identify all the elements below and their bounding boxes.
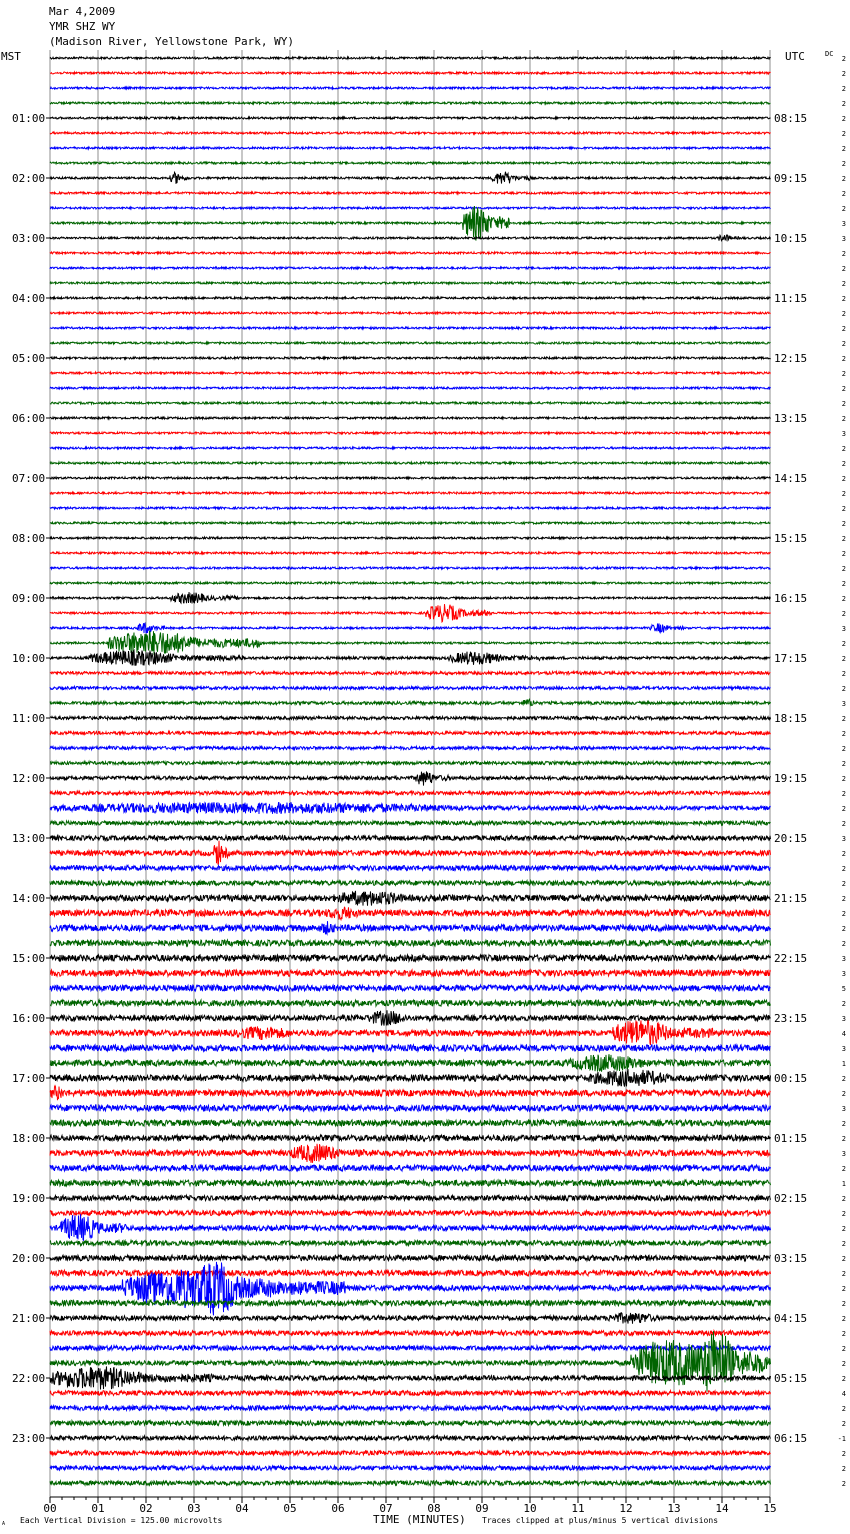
x-tick-label: 04 <box>235 1502 249 1515</box>
right-hour-label: 01:15 <box>774 1132 808 1145</box>
trace-line <box>50 623 771 633</box>
trace-line <box>50 985 771 991</box>
dc-offset-label: 2 <box>841 1195 846 1203</box>
left-hour-label: 16:00 <box>12 1012 46 1025</box>
right-hour-label: 23:15 <box>774 1012 808 1025</box>
trace-line <box>50 1120 771 1126</box>
dc-offset-label: 2 <box>841 1405 846 1413</box>
trace-line <box>50 132 771 134</box>
dc-offset-label: 2 <box>841 865 846 873</box>
x-tick-label: 15 <box>763 1502 777 1515</box>
dc-offset-label: 2 <box>841 805 846 813</box>
right-hour-label: 09:15 <box>774 172 808 185</box>
trace-line <box>50 267 771 269</box>
trace-line <box>50 1481 771 1485</box>
dc-offset-label: 3 <box>841 625 846 633</box>
trace-line <box>50 1165 771 1171</box>
trace-line <box>50 1331 771 1392</box>
trace-line <box>50 327 771 329</box>
right-hour-label: 19:15 <box>774 772 808 785</box>
trace-line <box>50 192 771 194</box>
trace-line <box>50 604 771 622</box>
left-hour-label: 12:00 <box>12 772 46 785</box>
x-tick-label: 07 <box>379 1502 393 1515</box>
left-hour-label: 11:00 <box>12 712 46 725</box>
dc-offset-label: 2 <box>841 1465 846 1473</box>
left-hour-label: 09:00 <box>12 592 46 605</box>
corner-mark: A <box>2 1521 6 1527</box>
trace-line <box>50 940 771 946</box>
dc-offset-label: 3 <box>841 970 846 978</box>
trace-line <box>50 432 771 434</box>
left-hour-label: 03:00 <box>12 232 46 245</box>
dc-offset-label: 2 <box>841 1315 846 1323</box>
trace-line <box>50 537 771 539</box>
trace-line <box>50 297 771 299</box>
trace-line <box>50 1195 771 1200</box>
trace-line <box>50 1045 771 1051</box>
dc-offset-label: 2 <box>841 1285 846 1293</box>
dc-offset-label: 2 <box>841 580 846 588</box>
left-hour-label: 04:00 <box>12 292 46 305</box>
trace-line <box>50 282 771 284</box>
right-hour-label: 10:15 <box>774 232 808 245</box>
dc-offset-label: 2 <box>841 1225 846 1233</box>
dc-offset-label: 2 <box>841 595 846 603</box>
dc-offset-label: 3 <box>841 1105 846 1113</box>
trace-line <box>50 1240 771 1245</box>
left-hour-label: 15:00 <box>12 952 46 965</box>
right-hour-label: 14:15 <box>774 472 808 485</box>
x-tick-label: 03 <box>187 1502 201 1515</box>
left-hour-label: 22:00 <box>12 1372 46 1385</box>
left-hour-label: 18:00 <box>12 1132 46 1145</box>
dc-offset-label: 5 <box>841 985 846 993</box>
dc-offset-label: 2 <box>841 685 846 693</box>
dc-offset-label: 2 <box>841 1000 846 1008</box>
dc-offset-label: 2 <box>841 490 846 498</box>
left-hour-label: 20:00 <box>12 1252 46 1265</box>
trace-line <box>50 417 771 419</box>
left-hour-label: 23:00 <box>12 1432 46 1445</box>
trace-line <box>50 1180 771 1186</box>
trace-line <box>50 102 771 104</box>
trace-line <box>50 881 771 886</box>
dc-offset-label: 2 <box>841 925 846 933</box>
dc-offset-label: 2 <box>841 1210 846 1218</box>
trace-line <box>50 447 771 449</box>
dc-offset-label: 2 <box>841 280 846 288</box>
dc-offset-label: 3 <box>841 1150 846 1158</box>
dc-offset-label: 2 <box>841 55 846 63</box>
trace-line <box>50 1000 771 1006</box>
header-station: YMR SHZ WY <box>49 20 116 33</box>
right-hour-label: 18:15 <box>774 712 808 725</box>
dc-offset-label: 2 <box>841 715 846 723</box>
trace-line <box>50 72 771 74</box>
dc-offset-label: 2 <box>841 340 846 348</box>
right-hour-label: 08:15 <box>774 112 808 125</box>
right-hour-label: 02:15 <box>774 1192 808 1205</box>
trace-line <box>50 746 771 749</box>
left-hour-label: 08:00 <box>12 532 46 545</box>
x-axis-label: TIME (MINUTES) <box>373 1513 466 1526</box>
trace-line <box>50 507 771 509</box>
right-hour-label: 06:15 <box>774 1432 808 1445</box>
trace-line <box>50 841 771 865</box>
dc-offset-label: 2 <box>841 445 846 453</box>
trace-line <box>50 235 771 241</box>
dc-offset-label: 2 <box>841 1240 846 1248</box>
dc-offset-label: 4 <box>841 1390 846 1398</box>
trace-line <box>50 970 771 976</box>
dc-offset-label: 2 <box>841 145 846 153</box>
dc-offset-label: 2 <box>841 610 846 618</box>
dc-offset-label: 2 <box>841 310 846 318</box>
left-zone-label: MST <box>1 50 21 63</box>
right-hour-label: 03:15 <box>774 1252 808 1265</box>
right-hour-label: 20:15 <box>774 832 808 845</box>
right-hour-label: 00:15 <box>774 1072 808 1085</box>
x-tick-label: 12 <box>619 1502 633 1515</box>
dc-offset-label: 2 <box>841 100 846 108</box>
dc-offset-label: 2 <box>841 1420 846 1428</box>
x-tick-label: 06 <box>331 1502 345 1515</box>
left-hour-label: 06:00 <box>12 412 46 425</box>
right-hour-label: 05:15 <box>774 1372 808 1385</box>
dc-offset-label: 2 <box>841 1330 846 1338</box>
dc-offset-label: 2 <box>841 1135 846 1143</box>
dc-offset-label: 2 <box>841 910 846 918</box>
trace-line <box>50 312 771 314</box>
trace-line <box>50 522 771 524</box>
dc-offset-label: 2 <box>841 160 846 168</box>
dc-offset-label: 2 <box>841 415 846 423</box>
dc-offset-label: 2 <box>841 850 846 858</box>
dc-offset-label: 2 <box>841 1075 846 1083</box>
right-hour-label: 13:15 <box>774 412 808 425</box>
dc-offset-label: 2 <box>841 1480 846 1488</box>
x-tick-label: 05 <box>283 1502 297 1515</box>
dc-label: DC <box>825 50 834 58</box>
x-tick-label: 02 <box>139 1502 153 1515</box>
dc-offset-label: 2 <box>841 670 846 678</box>
dc-offset-label: 2 <box>841 175 846 183</box>
dc-offset-label: 2 <box>841 85 846 93</box>
left-hour-label: 10:00 <box>12 652 46 665</box>
right-zone-label: UTC <box>785 50 805 63</box>
trace-line <box>50 1144 771 1163</box>
trace-line <box>50 462 771 464</box>
dc-offset-label: 2 <box>841 205 846 213</box>
dc-offset-label: 1 <box>841 1060 846 1068</box>
trace-line <box>50 552 771 554</box>
dc-offset-label: 2 <box>841 655 846 663</box>
dc-offset-label: 2 <box>841 820 846 828</box>
right-hour-label: 04:15 <box>774 1312 808 1325</box>
dc-offset-label: 2 <box>841 730 846 738</box>
dc-offset-label: 2 <box>841 880 846 888</box>
dc-offset-label: 2 <box>841 1450 846 1458</box>
trace-line <box>50 802 771 814</box>
dc-offset-label: 2 <box>841 940 846 948</box>
trace-line <box>50 921 771 934</box>
left-hour-labels <box>12 112 50 1445</box>
trace-line <box>50 582 771 584</box>
dc-offset-label: 2 <box>841 1165 846 1173</box>
trace-line <box>50 955 771 961</box>
trace-line <box>50 1391 771 1396</box>
trace-line <box>50 891 771 906</box>
dc-offset-label: 2 <box>841 1300 846 1308</box>
trace-line <box>50 1331 771 1336</box>
trace-line <box>50 1255 771 1261</box>
dc-offset-label: 2 <box>841 1375 846 1383</box>
trace-line <box>50 1069 771 1086</box>
trace-line <box>50 1346 771 1351</box>
right-hour-label: 21:15 <box>774 892 808 905</box>
trace-line <box>50 836 771 841</box>
trace-line <box>50 1421 771 1426</box>
trace-line <box>50 907 771 920</box>
trace-line <box>50 1214 771 1240</box>
trace-line <box>50 791 771 795</box>
dc-offset-label: 3 <box>841 955 846 963</box>
left-hour-label: 19:00 <box>12 1192 46 1205</box>
left-hour-label: 05:00 <box>12 352 46 365</box>
trace-line <box>50 172 771 184</box>
trace-line <box>50 1020 771 1045</box>
trace-line <box>50 87 771 89</box>
trace-line <box>50 699 771 705</box>
dc-offset-label: 3 <box>841 700 846 708</box>
x-tick-label: 00 <box>43 1502 57 1515</box>
dc-offset-label: 2 <box>841 265 846 273</box>
dc-offset-label: 2 <box>841 1360 846 1368</box>
right-hour-labels <box>774 112 807 1445</box>
trace-line <box>50 117 771 119</box>
dc-offset-label: 2 <box>841 1270 846 1278</box>
dc-offset-label: 2 <box>841 640 846 648</box>
trace-line <box>50 372 771 374</box>
trace-line <box>50 492 771 494</box>
trace-line <box>50 716 771 719</box>
left-hour-label: 02:00 <box>12 172 46 185</box>
trace-line <box>50 865 771 870</box>
right-hour-label: 15:15 <box>774 532 808 545</box>
trace-line <box>50 1210 771 1215</box>
left-hour-label: 14:00 <box>12 892 46 905</box>
dc-offset-label: 2 <box>841 520 846 528</box>
right-hour-label: 11:15 <box>774 292 808 305</box>
dc-offset-label: 3 <box>841 220 846 228</box>
trace-line <box>50 252 771 254</box>
dc-offset-label: 2 <box>841 130 846 138</box>
dc-offset-label: 2 <box>841 475 846 483</box>
trace-line <box>50 1262 771 1316</box>
trace-line <box>50 771 771 785</box>
dc-offset-label: 2 <box>841 745 846 753</box>
dc-offset-label: 2 <box>841 355 846 363</box>
trace-line <box>50 1313 771 1324</box>
x-tick-label: 08 <box>427 1502 441 1515</box>
trace-line <box>50 147 771 149</box>
dc-offset-label: 2 <box>841 1090 846 1098</box>
trace-line <box>50 387 771 389</box>
dc-offset-label: 2 <box>841 460 846 468</box>
dc-offset-label: 3 <box>841 430 846 438</box>
dc-offset-label: 2 <box>841 775 846 783</box>
x-tick-label: 09 <box>475 1502 489 1515</box>
trace-line <box>50 342 771 344</box>
trace-line <box>50 206 771 241</box>
trace-line <box>50 402 771 404</box>
trace-line <box>50 631 771 655</box>
dc-offset-label: 2 <box>841 115 846 123</box>
dc-offset-label: 2 <box>841 295 846 303</box>
trace-line <box>50 1105 771 1111</box>
dc-offset-label: 3 <box>841 835 846 843</box>
dc-offset-label: 2 <box>841 400 846 408</box>
trace-line <box>50 592 771 603</box>
right-hour-label: 12:15 <box>774 352 808 365</box>
dc-offset-label: 2 <box>841 535 846 543</box>
trace-line <box>50 651 771 666</box>
right-hour-label: 16:15 <box>774 592 808 605</box>
trace-line <box>50 357 771 359</box>
trace-line <box>50 1466 771 1470</box>
x-tick-label: 10 <box>523 1502 537 1515</box>
x-tick-label: 01 <box>91 1502 105 1515</box>
trace-line <box>50 1436 771 1440</box>
dc-offset-label: 2 <box>841 760 846 768</box>
dc-offset-label: 2 <box>841 1120 846 1128</box>
trace-line <box>50 57 771 59</box>
trace-line <box>50 1135 771 1141</box>
left-hour-label: 17:00 <box>12 1072 46 1085</box>
dc-offset-label: 2 <box>841 1345 846 1353</box>
dc-offset-label: 2 <box>841 550 846 558</box>
trace-line <box>50 477 771 479</box>
dc-offset-label: 2 <box>841 70 846 78</box>
dc-offset-label: 2 <box>841 895 846 903</box>
left-hour-label: 13:00 <box>12 832 46 845</box>
left-hour-label: 07:00 <box>12 472 46 485</box>
x-tick-label: 13 <box>667 1502 681 1515</box>
dc-offset-label: 2 <box>841 325 846 333</box>
x-tick-label: 11 <box>571 1502 585 1515</box>
dc-offset-label: 4 <box>841 1030 846 1038</box>
dc-offset-label: -1 <box>837 1435 846 1443</box>
dc-offset-label: 3 <box>841 1045 846 1053</box>
trace-group <box>50 57 771 1485</box>
left-hour-label: 21:00 <box>12 1312 46 1325</box>
dc-offset-label: 1 <box>841 1180 846 1188</box>
trace-line <box>50 1406 771 1411</box>
trace-line <box>50 207 771 209</box>
trace-line <box>50 1054 771 1072</box>
trace-line <box>50 821 771 825</box>
trace-line <box>50 687 771 690</box>
dc-offset-label: 2 <box>841 385 846 393</box>
header-location: (Madison River, Yellowstone Park, WY) <box>49 35 295 48</box>
trace-line <box>50 162 771 164</box>
header-date: Mar 4,2009 <box>49 5 116 18</box>
dc-offset-label: 2 <box>841 250 846 258</box>
left-hour-label: 01:00 <box>12 112 46 125</box>
dc-offset-label: 2 <box>841 565 846 573</box>
dc-offset-label: 2 <box>841 1255 846 1263</box>
vertical-division-note: Each Vertical Division = 125.00 microvolts <box>20 1516 223 1525</box>
dc-offset-label: 2 <box>841 370 846 378</box>
dc-offset-label: 2 <box>841 790 846 798</box>
trace-line <box>50 672 771 675</box>
dc-offset-labels <box>838 55 846 1488</box>
dc-offset-label: 3 <box>841 235 846 243</box>
trace-line <box>50 1300 771 1306</box>
clip-note: Traces clipped at plus/minus 5 vertical divisions <box>482 1516 719 1525</box>
trace-line <box>50 1086 771 1101</box>
trace-line <box>50 731 771 734</box>
trace-line <box>50 761 771 764</box>
dc-offset-label: 3 <box>841 1015 846 1023</box>
right-hour-label: 22:15 <box>774 952 808 965</box>
trace-line <box>50 567 771 569</box>
x-tick-label: 14 <box>715 1502 729 1515</box>
trace-line <box>50 1451 771 1455</box>
right-hour-label: 17:15 <box>774 652 808 665</box>
dc-offset-label: 2 <box>841 190 846 198</box>
dc-offset-label: 2 <box>841 505 846 513</box>
trace-line <box>50 1010 771 1025</box>
